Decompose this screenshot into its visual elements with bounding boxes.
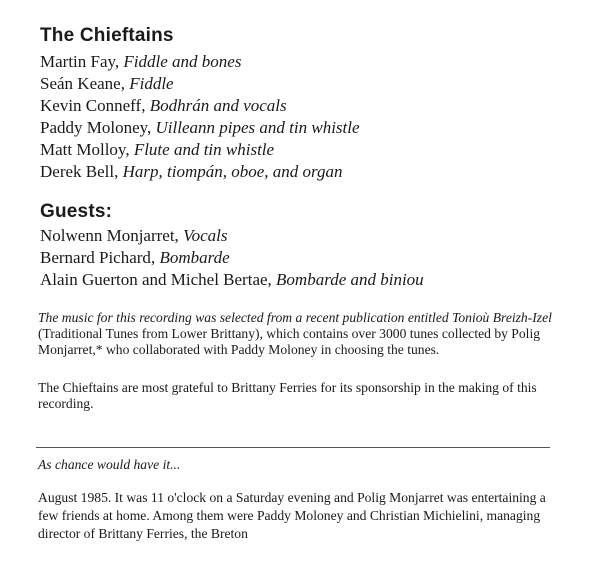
guest-name: Alain Guerton and Michel Bertae, — [40, 270, 277, 289]
member-name: Matt Molloy, — [40, 140, 134, 159]
member-name: Martin Fay, — [40, 52, 124, 71]
member-role: Uilleann pipes and tin whistle — [155, 118, 360, 137]
member-role: Bodhrán and vocals — [149, 96, 287, 115]
guest-role: Bombarde — [159, 248, 230, 267]
selection-rest: (Traditional Tunes from Lower Brittany), which contains over 3000 tunes collected by Polig Monjarret,* who collaborated with Paddy Moloney in choosing the tunes. — [38, 326, 541, 357]
band-member-line — [40, 96, 287, 116]
band-member-line — [40, 162, 343, 182]
member-role: Flute and tin whistle — [133, 140, 275, 159]
band-member-line — [40, 118, 360, 138]
member-role: Fiddle and bones — [123, 52, 242, 71]
publication-title: Tonioù Breizh-Izel — [452, 310, 552, 325]
member-name: Derek Bell, — [40, 162, 123, 181]
member-name: Kevin Conneff, — [40, 96, 150, 115]
guest-name: Bernard Pichard, — [40, 248, 160, 267]
selection-note — [38, 310, 558, 358]
guests-heading: Guests: — [40, 201, 113, 222]
band-member-line — [40, 52, 241, 72]
guest-line — [40, 226, 227, 246]
story-paragraph: August 1985. It was 11 o'clock on a Saturday evening and Polig Monjarret was entertaining a few friends at home. Among them were Paddy Moloney and Christian Michielini, managing director of Brittany Ferries, the Breton — [38, 490, 546, 541]
member-role: Harp, tiompán, oboe, and organ — [122, 162, 343, 181]
story-aside: As chance would have it... — [38, 457, 181, 472]
member-name: Seán Keane, — [40, 74, 130, 93]
guest-role: Vocals — [183, 226, 228, 245]
guest-line — [40, 248, 230, 268]
band-member-line — [40, 74, 174, 94]
member-name: Paddy Moloney, — [40, 118, 156, 137]
guest-name: Nolwenn Monjarret, — [40, 226, 184, 245]
band-heading: The Chieftains — [40, 25, 174, 46]
guest-line — [40, 270, 424, 290]
section-divider — [36, 447, 550, 448]
guest-role: Bombarde and biniou — [276, 270, 424, 289]
band-member-line — [40, 140, 274, 160]
thanks-note: The Chieftains are most grateful to Brittany Ferries for its sponsorship in the making of this recording. — [38, 380, 537, 411]
member-role: Fiddle — [129, 74, 174, 93]
selection-intro: The music for this recording was selected from a recent publication entitled — [38, 310, 449, 325]
